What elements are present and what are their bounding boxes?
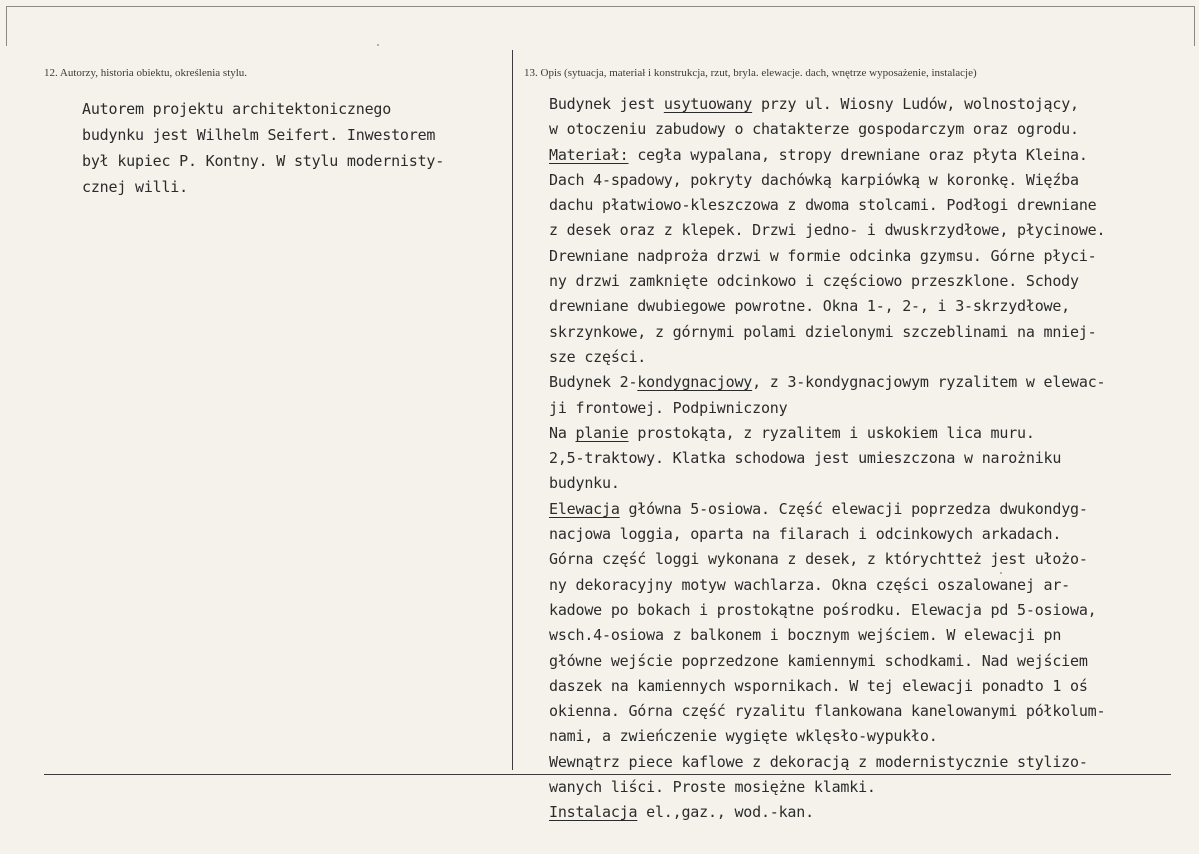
text-line (549, 471, 1189, 496)
text-segment: el.,gaz., wod.-kan. (637, 803, 814, 822)
text-line (549, 269, 1189, 294)
underlined-term: usytuowany (663, 95, 753, 113)
text-line (549, 649, 1189, 674)
text-segment: 2,5-traktowy. Klatka schodowa jest umieszczona w narożniku (549, 449, 1062, 468)
frame-left-border (6, 6, 7, 46)
section-13-label: 13. Opis (sytuacja, materiał i konstrukcja, rzut, bryla. elewacje. dach, wnętrze wyposażenie, instalacje) (524, 67, 977, 79)
text-segment: nami, a zwieńczenie wygięte wklęsło-wypukło. (549, 727, 938, 746)
underlined-term: kondygnacjowy (637, 373, 753, 392)
text-segment: ji frontowej. Podpiwniczony (549, 398, 788, 417)
text-line (549, 623, 1189, 648)
text-segment: główne wejście poprzedzone kamiennymi schodkami. Nad wejściem (549, 651, 1088, 670)
text-segment: daszek na kamiennych wspornikach. W tej elewacji ponadto 1 oś (549, 676, 1088, 695)
text-line: był kupiec P. Kontny. W stylu modernisty- (82, 152, 445, 170)
text-line (549, 522, 1189, 547)
text-segment: sze części. (549, 347, 647, 366)
text-line (549, 92, 1189, 117)
text-line (549, 294, 1189, 319)
text-segment: Górna część loggi wykonana z desek, z którychtteż jest ułożo- (549, 550, 1088, 569)
text-segment: z desek oraz z klepek. Drzwi jedno- i dwuskrzydłowe, płycinowe. (549, 221, 1106, 240)
text-segment: Budynek jest (549, 95, 664, 113)
column-divider (512, 50, 513, 770)
text-line (549, 497, 1189, 522)
building-description-text (549, 92, 1189, 826)
frame-right-border (1194, 6, 1195, 46)
text-segment: budynku. (549, 474, 620, 493)
text-line (549, 244, 1189, 269)
text-line (549, 699, 1189, 724)
section-12-label: 12. Autorzy, historia obiektu, określenia stylu. (44, 67, 248, 79)
text-line (549, 674, 1189, 699)
text-segment: przy ul. Wiosny Ludów, wolnostojący, (752, 95, 1079, 113)
text-line (549, 446, 1189, 471)
text-line (549, 750, 1189, 775)
text-line (549, 547, 1189, 572)
underlined-term: Materiał: (549, 145, 629, 164)
text-segment: główna 5-osiowa. Część elewacji poprzedza dwukondyg- (619, 499, 1088, 518)
authors-history-text (82, 96, 507, 200)
text-line (549, 800, 1189, 825)
underlined-term: planie (575, 423, 629, 442)
text-segment: drewniane dwubiegowe powrotne. Okna 1-, 2-, i 3-skrzydłowe, (549, 297, 1071, 316)
text-line (549, 573, 1189, 598)
text-segment: okienna. Górna część ryzalitu flankowana kanelowanymi półkolum- (549, 702, 1106, 721)
text-segment: ny drzwi zamknięte odcinkowo i częściowo przeszklone. Schody (549, 272, 1079, 291)
text-segment: w otoczeniu zabudowy o chatakterze gospodarczym oraz ogrodu. (549, 120, 1079, 139)
text-segment: cegła wypalana, stropy drewniane oraz płyta Kleina. (628, 145, 1088, 164)
text-line (549, 193, 1189, 218)
text-line (549, 320, 1189, 345)
frame-top-border (6, 6, 1195, 7)
text-line (549, 396, 1189, 421)
text-line (549, 598, 1189, 623)
text-segment: , z 3-kondygnacjowym ryzalitem w elewac- (752, 373, 1106, 392)
text-segment: Na (549, 423, 576, 442)
paper-speck (377, 44, 379, 46)
text-segment: ny dekoracyjny motyw wachlarza. Okna części oszalowanej ar- (549, 575, 1071, 594)
text-segment: Drewniane nadproża drzwi w formie odcinka gzymsu. Górne płyci- (549, 246, 1097, 265)
text-segment: Budynek 2- (549, 373, 638, 392)
underlined-term: Elewacja (549, 499, 620, 518)
text-segment: prostokąta, z ryzalitem i uskokiem lica muru. (628, 423, 1035, 442)
text-segment: wanych liści. Proste mosiężne klamki. (549, 778, 876, 797)
text-line (549, 117, 1189, 142)
text-line (549, 724, 1189, 749)
text-segment: Wewnątrz piece kaflowe z dekoracją z modernistycznie stylizo- (549, 752, 1088, 771)
text-line (549, 143, 1189, 168)
text-line: cznej willi. (82, 178, 188, 196)
text-line (549, 370, 1189, 395)
text-segment: skrzynkowe, z górnymi polami dzielonymi szczeblinami na mniej- (549, 322, 1097, 341)
text-line (549, 168, 1189, 193)
text-line (549, 345, 1189, 370)
text-segment: nacjowa loggia, oparta na filarach i odcinkowych arkadach. (549, 525, 1062, 544)
text-segment: kadowe po bokach i prostokątne pośrodku. Elewacja pd 5-osiowa, (549, 600, 1097, 619)
text-line (549, 218, 1189, 243)
underlined-term: Instalacja (549, 803, 638, 822)
text-segment: dachu płatwiowo-kleszczowa z dwoma stolcami. Podłogi drewniane (549, 196, 1097, 215)
text-segment: wsch.4-osiowa z balkonem i bocznym wejściem. W elewacji pn (549, 626, 1062, 645)
text-line: budynku jest Wilhelm Seifert. Inwestorem (82, 126, 436, 144)
text-segment: Dach 4-spadowy, pokryty dachówką karpiówką w koronkę. Więźba (549, 170, 1079, 189)
text-line (549, 421, 1189, 446)
text-line (549, 775, 1189, 800)
text-line: Autorem projektu architektonicznego (82, 100, 392, 118)
